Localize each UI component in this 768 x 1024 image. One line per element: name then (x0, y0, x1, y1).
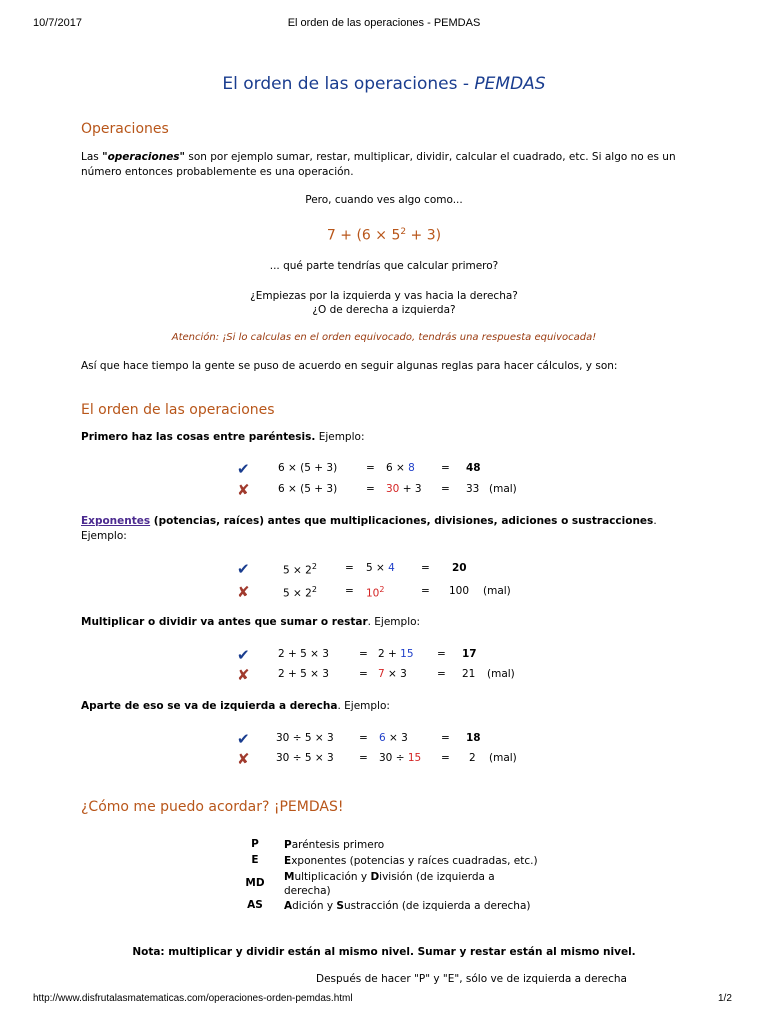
rule-parentesis: Primero haz las cosas entre paréntesis. Ejemplo: (81, 431, 365, 443)
check-icon: ✔ (237, 646, 250, 664)
page-title: El orden de las operaciones - PEMDAS (222, 74, 546, 94)
example-row-good: ✔ 6 × (5 + 3) = 6 × 8 = 48 (237, 460, 481, 478)
check-icon: ✔ (237, 460, 250, 478)
question-1: ... qué parte tendrías que calcular primero? (269, 260, 499, 272)
pemdas-row-md: MD Multiplicación y División (de izquierda a derecha) (245, 871, 495, 897)
heading-pemdas: ¿Cómo me puedo acordar? ¡PEMDAS! (81, 799, 344, 815)
check-icon: ✔ (237, 730, 250, 748)
cross-icon: ✘ (237, 750, 250, 768)
cross-icon: ✘ (237, 481, 250, 499)
print-url: http://www.disfrutalasmatematicas.com/operaciones-orden-pemdas.html (33, 993, 353, 1004)
example-row-good: ✔ $5 \times 2^2$ = 5 × 4 = 20 (237, 560, 467, 578)
cross-icon: ✘ (237, 666, 250, 684)
pemdas-row-e: E Exponentes (potencias y raíces cuadradas, etc.) (251, 854, 538, 867)
example-expression: $7 + (6 \times 5^2 + 3)$ (326, 227, 442, 244)
pemdas-row-as: AS Adición y Sustracción (de izquierda a derecha) (247, 899, 531, 912)
rule-exponentes: Exponentes (potencias, raíces) antes que multiplicaciones, divisiones, adiciones o sustracciones. Ejemplo: (81, 515, 657, 542)
cross-icon: ✘ (237, 583, 250, 601)
example-row-good: ✔ 30 ÷ 5 × 3 = 6 × 3 = 18 (237, 730, 481, 748)
print-title: El orden de las operaciones - PEMDAS (287, 17, 481, 29)
paragraph-reglas: Así que hace tiempo la gente se puso de acuerdo en seguir algunas reglas para hacer cálculos, y son: (81, 360, 618, 372)
example-row-bad: ✘ 2 + 5 × 3 = 7 × 3 = 21 (mal) (237, 666, 515, 684)
print-page-number: 1/2 (718, 993, 732, 1004)
example-row-good: ✔ 2 + 5 × 3 = 2 + 15 = 17 (237, 646, 477, 664)
example-row-bad: ✘ 30 ÷ 5 × 3 = 30 ÷ 15 = 2 (mal) (237, 750, 517, 768)
text-pero: Pero, cuando ves algo como... (305, 194, 463, 206)
check-icon: ✔ (237, 560, 250, 578)
heading-operaciones: Operaciones (81, 121, 169, 137)
attention-note: Atención: ¡Si lo calculas en el orden equivocado, tendrás una respuesta equivocada! (171, 332, 597, 343)
example-row-bad: ✘ $5 \times 2^2$ = $10^2$ = 100 (mal) (237, 583, 511, 601)
exponentes-link[interactable]: Exponentes (81, 515, 151, 527)
print-date: 10/7/2017 (33, 17, 82, 29)
pemdas-row-p: P Paréntesis primero (251, 838, 385, 851)
despues-note: Después de hacer "P" y "E", sólo ve de izquierda a derecha (316, 973, 627, 985)
paragraph-operaciones: Las "operaciones" son por ejemplo sumar, restar, multiplicar, dividir, calcular el cuadrado, etc. Si algo no es un número entonces probablemente es una operación. (81, 151, 676, 178)
question-2: ¿Empiezas por la izquierda y vas hacia la derecha? (250, 290, 518, 302)
question-3: ¿O de derecha a izquierda? (312, 304, 456, 316)
example-row-bad: ✘ 6 × (5 + 3) = 30 + 3 = 33 (mal) (237, 481, 517, 499)
rule-multiplicar: Multiplicar o dividir va antes que sumar o restar. Ejemplo: (81, 616, 421, 628)
heading-orden: El orden de las operaciones (81, 402, 275, 418)
rule-izquierda-derecha: Aparte de eso se va de izquierda a derecha. Ejemplo: (81, 700, 390, 712)
nota: Nota: multiplicar y dividir están al mismo nivel. Sumar y restar están al mismo nivel. (132, 946, 636, 958)
